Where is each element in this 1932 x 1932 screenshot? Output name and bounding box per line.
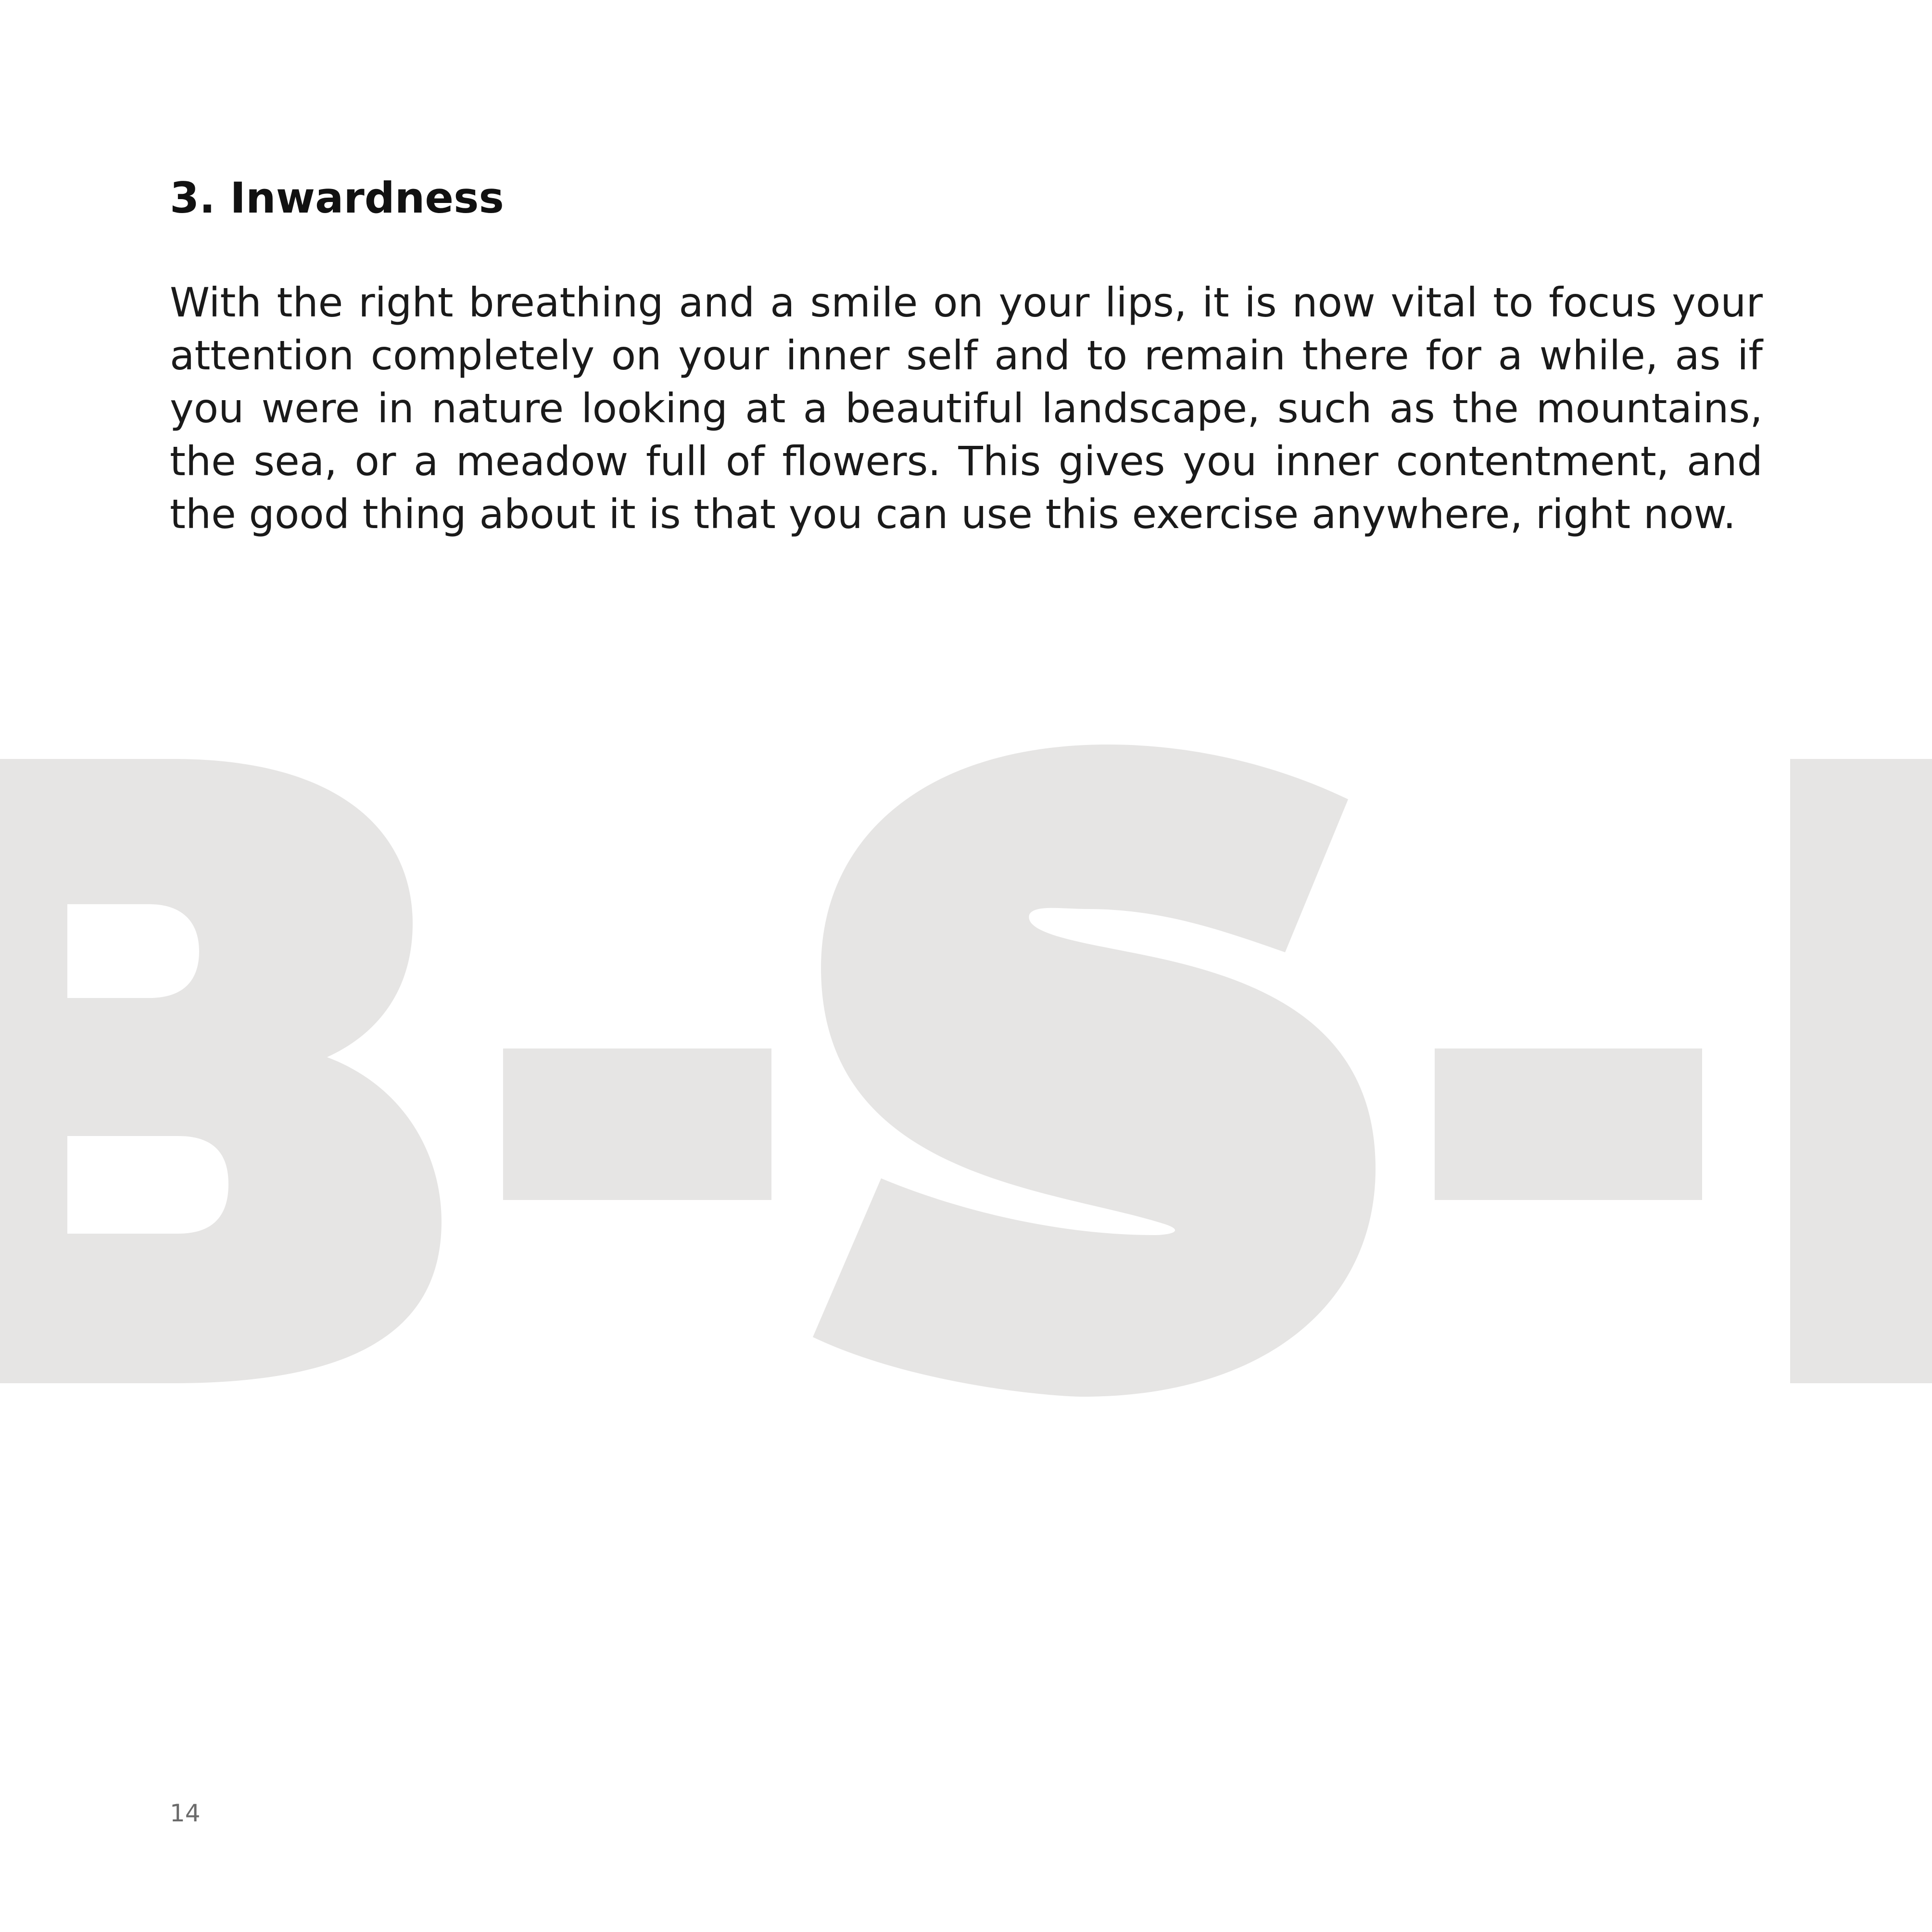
watermark-hyphen-1 [503, 1048, 771, 1200]
watermark-letter-i [1790, 759, 1932, 1383]
watermark-letters [0, 745, 1932, 1397]
watermark-letter-b [0, 759, 442, 1383]
watermark-letter-s [813, 745, 1376, 1397]
page-number: 14 [170, 1799, 201, 1827]
body-paragraph: With the right breathing and a smile on your lips, it is now vital to focus your attention completely on your inner self and to remain there for a while, as if you were in nature looking at a beautiful landscape, such as the mountains, the sea, or a meadow full of flowers. This gives you inner contentment, and the good thing about it is that you can use this exercise anywhere, right now. [170, 279, 1763, 538]
section-heading: 3. Inwardness [170, 173, 504, 223]
watermark-hyphen-2 [1435, 1048, 1702, 1200]
